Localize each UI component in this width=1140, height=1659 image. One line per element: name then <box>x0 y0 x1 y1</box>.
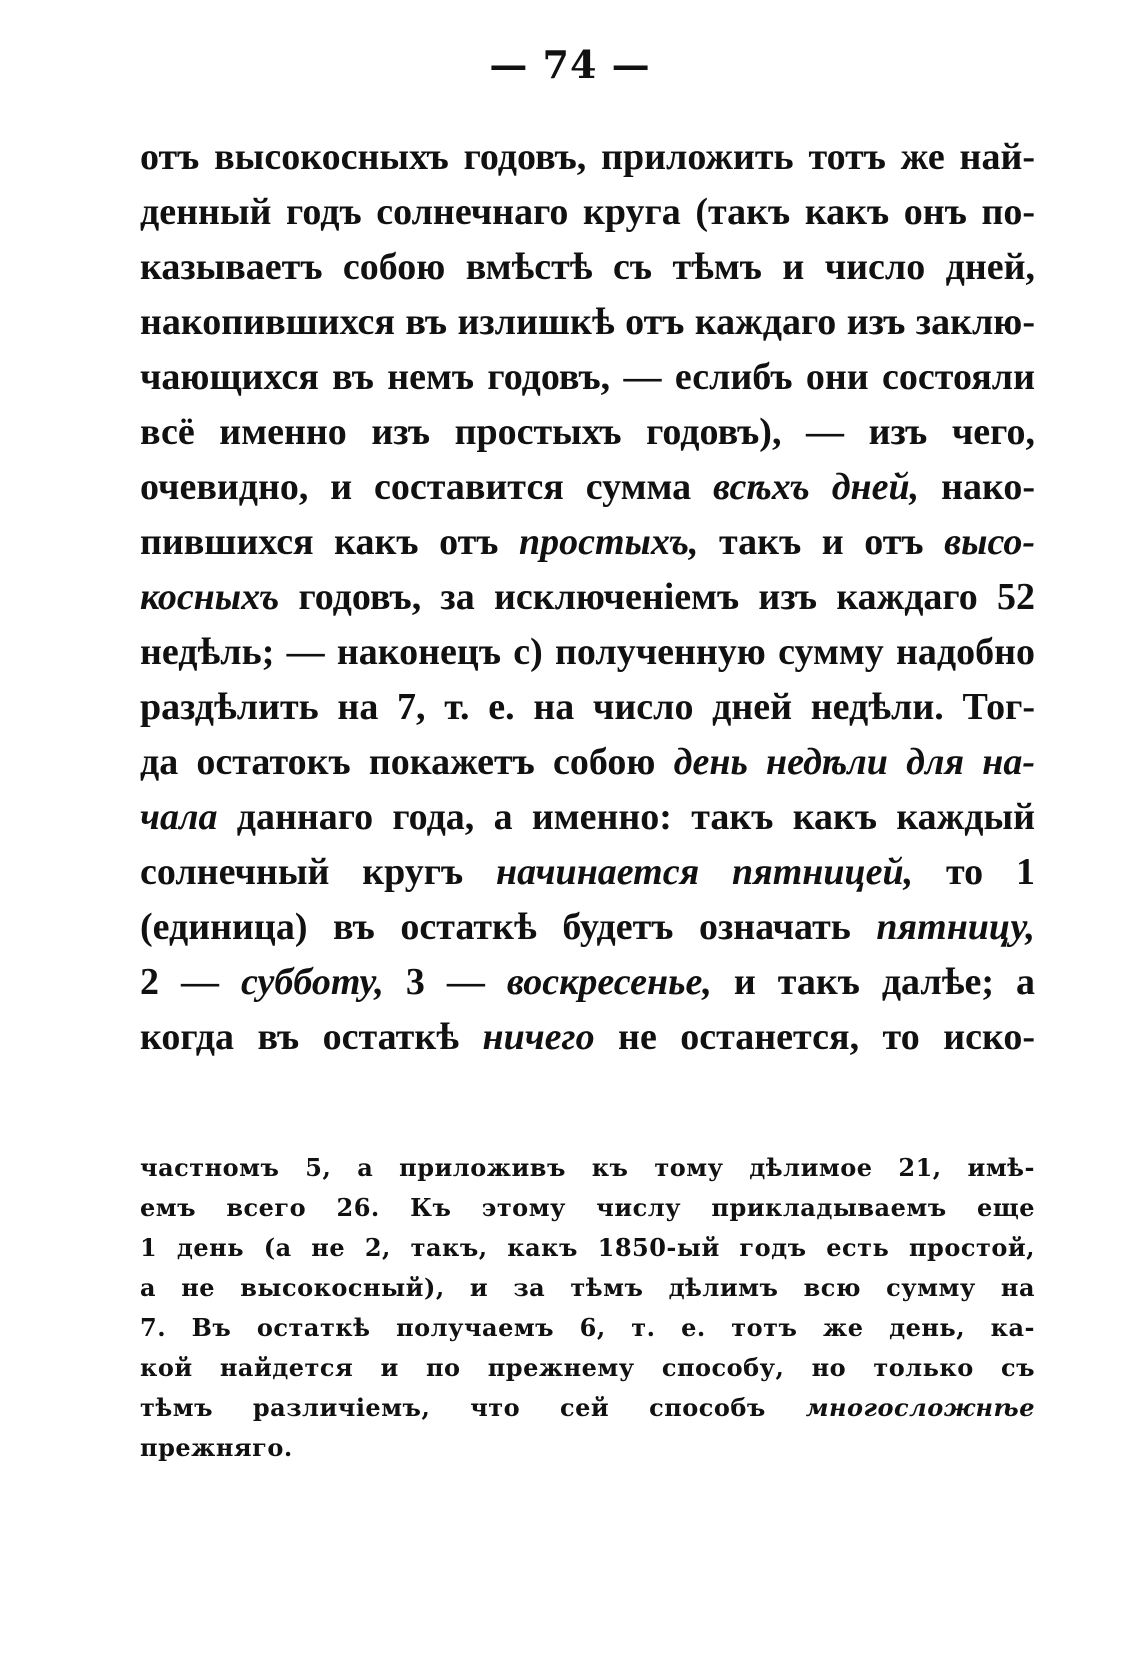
text-segment: и такъ далѣе; а <box>733 961 1036 1003</box>
text-segment: даннаго года, а именно: такъ какъ каждый <box>236 796 1036 838</box>
text-segment: не останется, то иско- <box>618 1016 1035 1058</box>
italic-emphasis: ничего <box>482 1016 595 1058</box>
italic-emphasis: чала <box>140 796 218 838</box>
text-line: всё именно изъ простыхъ годовъ), — изъ чего, <box>140 411 1035 453</box>
text-segment: такъ и отъ <box>719 521 924 563</box>
footnote-line: 7. Въ остаткѣ получаемъ 6, т. е. тотъ же день, ка- <box>140 1313 1035 1342</box>
footnote-line: прежняго. <box>140 1433 293 1462</box>
italic-emphasis: субботу, <box>240 961 384 1003</box>
main-text-block <box>140 130 1035 1065</box>
text-line: казываетъ собою вмѣстѣ съ тѣмъ и число дней, <box>140 246 1035 288</box>
text-line <box>140 515 1035 570</box>
italic-emphasis: воскресенье, <box>506 961 712 1003</box>
text-line: накопившихся въ излишкѣ отъ каждаго изъ заклю- <box>140 301 1035 343</box>
text-line: недѣль; — наконецъ c) полученную сумму надобно <box>140 631 1035 673</box>
text-line <box>140 955 1035 1010</box>
page-number: — 74 — <box>489 42 651 87</box>
footnote-line: частномъ 5, а приложивъ къ тому дѣлимое 21, имѣ- <box>140 1153 1035 1182</box>
italic-emphasis: косныхъ <box>140 576 280 618</box>
text-line <box>140 460 1035 515</box>
text-line <box>140 845 1035 900</box>
text-segment: да остатокъ покажетъ собою <box>140 741 656 783</box>
text-segment: 2 — <box>140 961 219 1003</box>
text-segment: солнечный кругъ <box>140 851 464 893</box>
italic-emphasis: день недѣли для на- <box>673 741 1035 783</box>
text-segment: 3 — <box>405 961 485 1003</box>
footnote-line <box>140 1388 1035 1428</box>
text-segment: нако- <box>941 466 1036 508</box>
italic-emphasis: всѣхъ дней, <box>713 466 920 508</box>
text-segment: пившихся какъ отъ <box>140 521 499 563</box>
text-line: денный годъ солнечнаго круга (такъ какъ онъ по- <box>140 191 1035 233</box>
text-line <box>140 1010 1035 1065</box>
text-segment: когда въ остаткѣ <box>140 1016 460 1058</box>
text-line: чающихся въ немъ годовъ, — еслибъ они состояли <box>140 356 1035 398</box>
italic-emphasis: простыхъ, <box>518 521 699 563</box>
footnote-line: а не высокосный), и за тѣмъ дѣлимъ всю сумму на <box>140 1273 1035 1302</box>
text-segment: годовъ, за исключеніемъ изъ каждаго 52 <box>298 576 1035 618</box>
text-segment: очевидно, и составится сумма <box>140 466 692 508</box>
italic-emphasis: высо- <box>944 521 1036 563</box>
text-line: отъ высокосныхъ годовъ, приложить тотъ же най- <box>140 136 1035 178</box>
footnote-line: емъ всего 26. Къ этому числу прикладываемъ еще <box>140 1193 1035 1222</box>
italic-emphasis: пятницу, <box>876 906 1035 948</box>
italic-emphasis: многосложнѣе <box>805 1393 1036 1422</box>
text-segment: тѣмъ различіемъ, что сей способъ <box>140 1393 766 1422</box>
footnote-line: 1 день (а не 2, такъ, какъ 1850-ый годъ есть простой, <box>140 1233 1035 1262</box>
italic-emphasis: начинается пятницей, <box>496 851 914 893</box>
text-line <box>140 900 1035 955</box>
text-line <box>140 735 1035 790</box>
text-line <box>140 570 1035 625</box>
text-line <box>140 790 1035 845</box>
text-segment: то 1 <box>945 851 1035 893</box>
text-segment: (единица) въ остаткѣ будетъ означать <box>140 906 851 948</box>
footnote-block <box>140 1148 1035 1468</box>
text-line: раздѣлить на 7, т. е. на число дней недѣли. Тог- <box>140 686 1035 728</box>
footnote-line: кой найдется и по прежнему способу, но только съ <box>140 1353 1035 1382</box>
